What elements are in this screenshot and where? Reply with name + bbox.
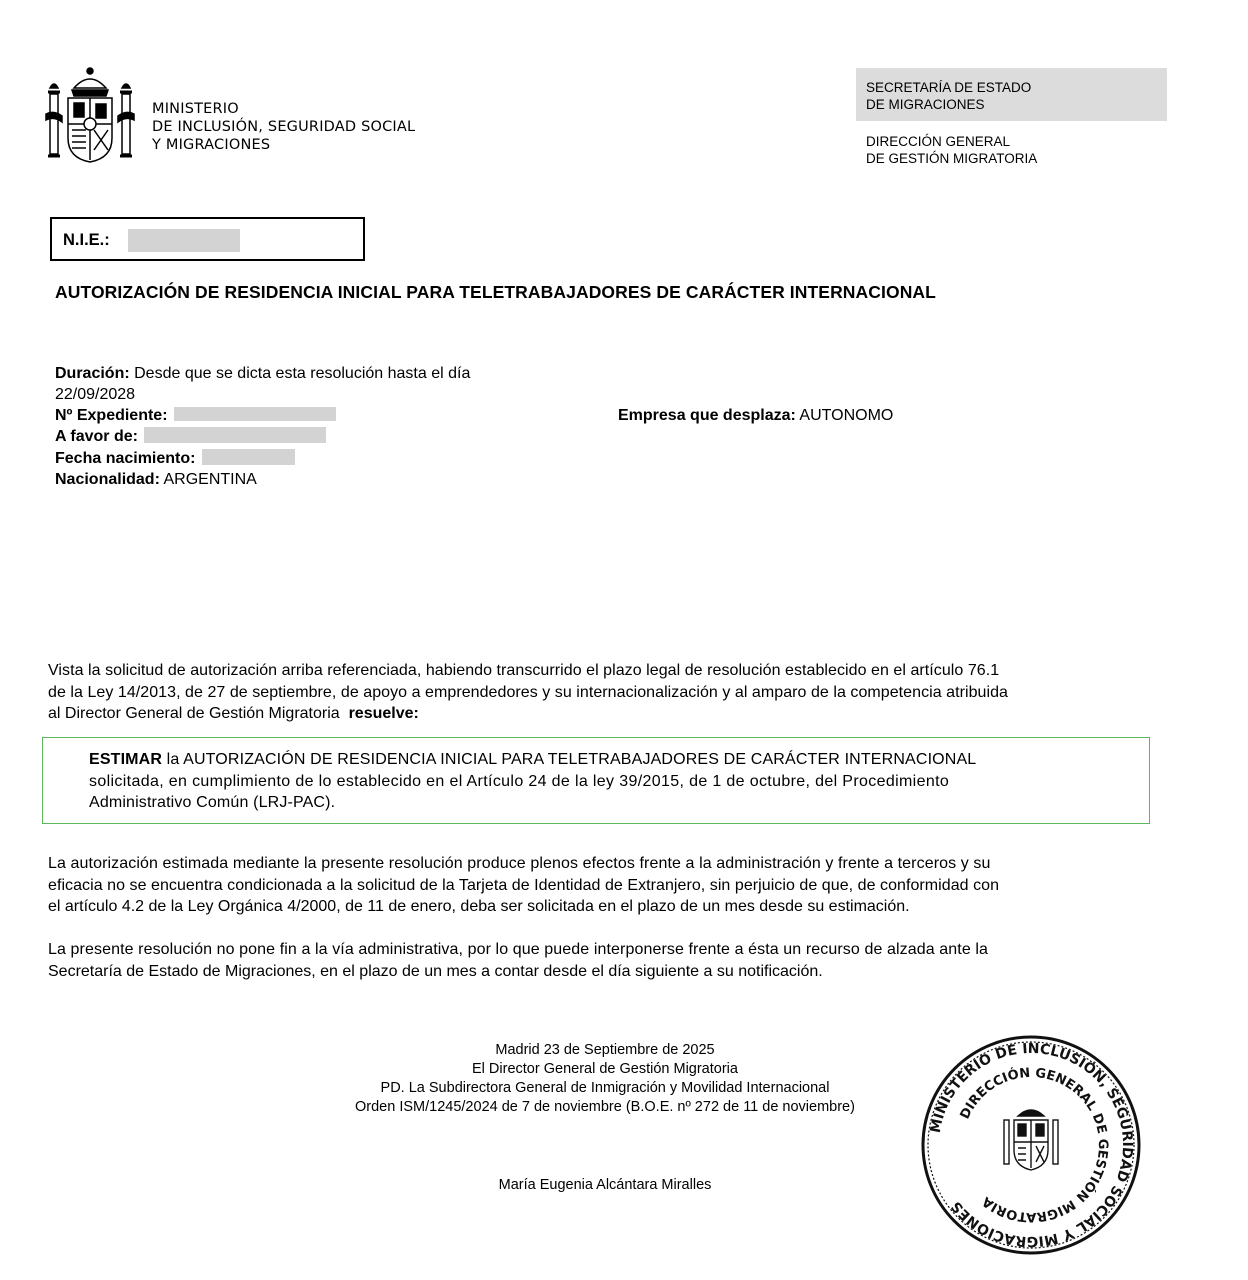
nie-redacted (128, 229, 240, 252)
secretaria-box (856, 68, 1167, 121)
nie-box (50, 217, 365, 261)
secretaria-line-2: DE MIGRACIONES (866, 97, 985, 112)
duracion-value-date: 22/09/2028 (55, 386, 136, 403)
ministry-name (152, 100, 415, 154)
direccion-general (866, 133, 1037, 167)
ministry-line-3: Y MIGRACIONES (152, 137, 271, 153)
seal-inner-textpath: DIRECCIÓN GENERAL DE GESTIÓN MIGRATORIA (957, 1065, 1111, 1225)
secretaria-line-1: SECRETARÍA DE ESTADO (866, 80, 1032, 95)
expediente-redacted (174, 407, 336, 421)
duracion-field (55, 363, 470, 384)
resolution-text (89, 749, 976, 814)
p3-line-2: Secretaría de Estado de Migraciones, en el plazo de un mes a contar desde el día siguiente a su notificación. (48, 962, 823, 980)
empresa-field (618, 405, 893, 426)
fecha-field (55, 448, 295, 469)
sign-line-3: PD. La Subdirectora General de Inmigración y Movilidad Internacional (380, 1080, 830, 1096)
p1-line-3-text: al Director General de Gestión Migratoria (48, 705, 340, 722)
estimar-label: ESTIMAR (89, 751, 163, 768)
fecha-label: Fecha nacimiento: (55, 450, 196, 467)
favor-label: A favor de: (55, 428, 138, 445)
p1-line-3 (48, 703, 1008, 725)
expediente-field (55, 405, 336, 426)
p2-line-1: La autorización estimada mediante la presente resolución produce plenos efectos frente a la administración y frente a terceros y su (48, 855, 991, 872)
empresa-label: Empresa que desplaza: (618, 407, 796, 424)
signature-block (280, 1041, 930, 1117)
duracion-label: Duración: (55, 365, 130, 382)
res-line-2: solicitada, en cumplimiento de lo establecido en el Artículo 24 de la ley 39/2015, de 1 de octubre, del Procedimiento (89, 772, 950, 790)
favor-field (55, 426, 326, 447)
paragraph-efectos (48, 853, 999, 918)
ministry-line-2: DE INCLUSIÓN, SEGURIDAD SOCIAL (152, 119, 416, 135)
empresa-value: AUTONOMO (799, 407, 894, 424)
fecha-redacted (202, 449, 295, 465)
coat-of-arms-icon (44, 66, 136, 166)
seal-outer-textpath: MINISTERIO DE INCLUSIÓN, SEGURIDAD SOCIAL Y MIGRACIONES (927, 1040, 1136, 1250)
document-title: AUTORIZACIÓN DE RESIDENCIA INICIAL PARA TELETRABAJADORES DE CARÁCTER INTERNACIONAL (55, 282, 936, 302)
p3-line-1: La presente resolución no pone fin a la vía administrativa, por lo que puede interponerse frente a ésta un recurso de alzada ante la (48, 941, 989, 958)
resolution-box (42, 737, 1150, 824)
nacionalidad-field (55, 469, 257, 490)
sign-line-1: Madrid 23 de Septiembre de 2025 (495, 1042, 715, 1058)
res-line-3: Administrativo Común (LRJ-PAC). (89, 794, 336, 811)
nacionalidad-label: Nacionalidad: (55, 471, 160, 488)
signer-name: María Eugenia Alcántara Miralles (498, 1177, 712, 1193)
duracion-value: Desde que se dicta esta resolución hasta el día (134, 365, 471, 382)
paragraph-vista (48, 660, 1008, 725)
p1-line-2: de la Ley 14/2013, de 27 de septiembre, de apoyo a emprendedores y su internacionalización y al amparo de la competencia atribuida (48, 683, 1008, 701)
p2-line-3: el artículo 4.2 de la Ley Orgánica 4/2000, de 11 de enero, deba ser solicitada en el plazo de un mes desde su estimación. (48, 898, 910, 915)
resuelve-label: resuelve: (348, 705, 419, 722)
sign-line-4: Orden ISM/1245/2024 de 7 de noviembre (B.O.E. nº 272 de 11 de noviembre) (355, 1099, 855, 1115)
favor-redacted (144, 427, 326, 443)
nacionalidad-value: ARGENTINA (163, 471, 257, 488)
res-line-1-text: la AUTORIZACIÓN DE RESIDENCIA INICIAL PARA TELETRABAJADORES DE CARÁCTER INTERNACIONAL (166, 751, 977, 768)
p1-line-1: Vista la solicitud de autorización arriba referenciada, habiendo transcurrido el plazo legal de resolución establecido en el artículo 76.1 (48, 662, 1000, 679)
expediente-label: Nº Expediente: (55, 407, 168, 424)
nie-label: N.I.E.: (63, 231, 110, 249)
p2-line-2: eficacia no se encuentra condicionada a la solicitud de la Tarjeta de Identidad de Extranjero, sin perjuicio de que, de conformidad con (48, 876, 1000, 894)
direccion-line-1: DIRECCIÓN GENERAL (866, 134, 1011, 149)
res-line-1 (89, 749, 976, 771)
ministry-line-1: MINISTERIO (152, 101, 239, 117)
direccion-line-2: DE GESTIÓN MIGRATORIA (866, 151, 1038, 166)
official-seal-icon (920, 1034, 1142, 1256)
paragraph-recurso (48, 939, 988, 982)
sign-line-2: El Director General de Gestión Migratoria (472, 1061, 738, 1077)
